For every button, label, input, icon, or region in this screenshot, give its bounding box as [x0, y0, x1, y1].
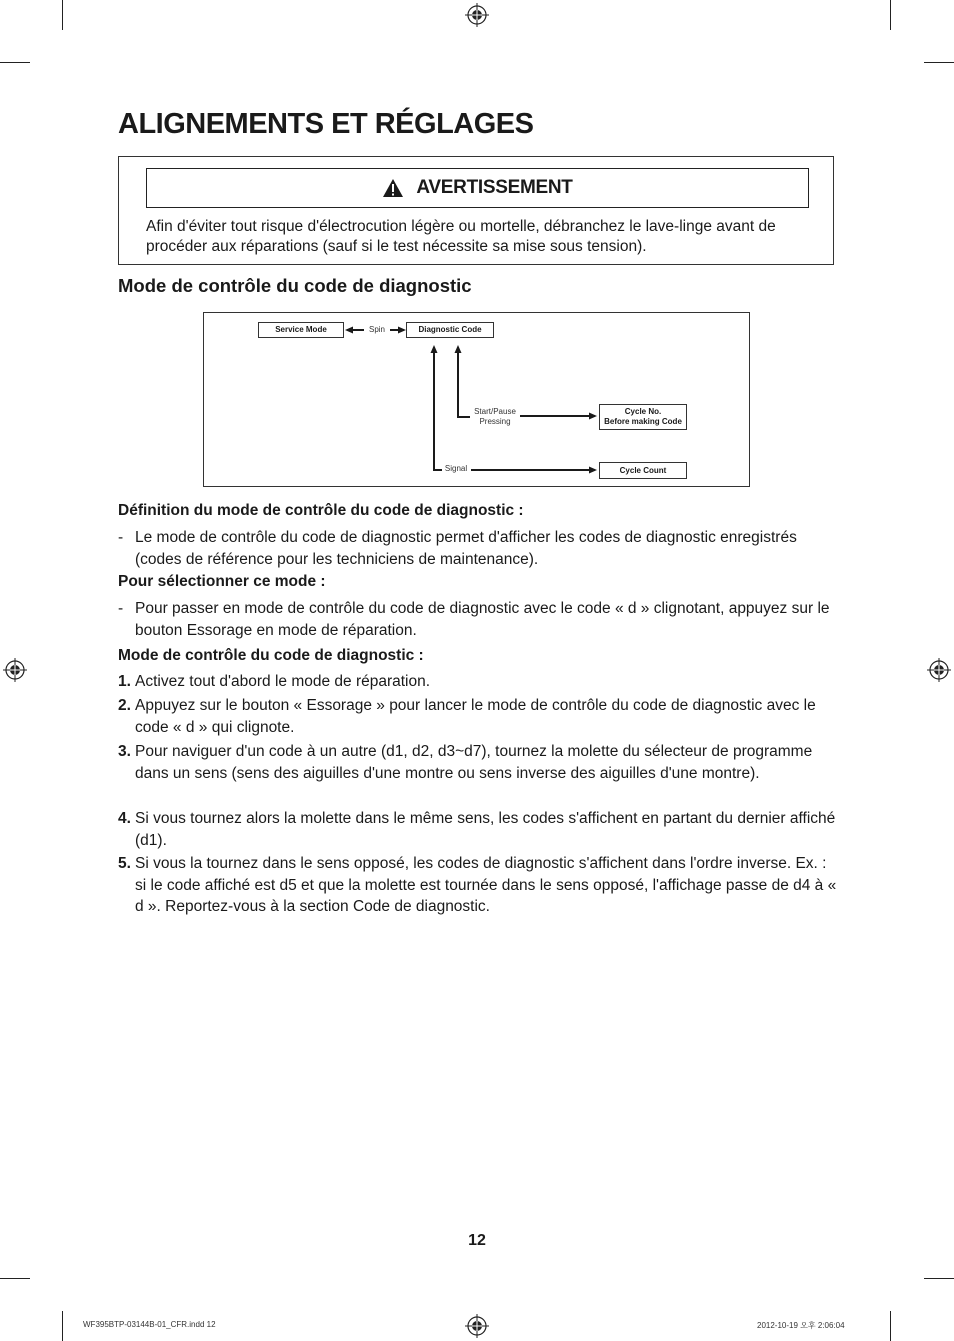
select-mode-heading: Pour sélectionner ce mode :	[118, 573, 326, 590]
definition-heading: Définition du mode de contrôle du code de diagnostic :	[118, 502, 524, 519]
start-pause-line1: Start/Pause	[474, 407, 516, 416]
step-number: 4.	[118, 810, 131, 827]
definition-text: Le mode de contrôle du code de diagnostic permet d'afficher les codes de diagnostic enregistrés (codes de référence pour les techniciens de maintenance).	[135, 529, 797, 568]
diagnostic-code-box	[406, 322, 494, 338]
step-number: 1.	[118, 673, 131, 690]
step-text: Activez tout d'abord le mode de réparation.	[135, 673, 431, 690]
procedure-heading: Mode de contrôle du code de diagnostic :	[118, 647, 424, 664]
select-mode-text: Pour passer en mode de contrôle du code de diagnostic avec le code « d » clignotant, appuyez sur le bouton Essorage en mode de réparation.	[135, 600, 830, 639]
procedure-step	[118, 853, 838, 918]
step-number: 3.	[118, 743, 131, 760]
step-text: Si vous la tournez dans le sens opposé, les codes de diagnostic s'affichent dans l'ordre inverse. Ex. : si le code affiché est d5 et que la molette est tournée dans le sens opposé, l'affichage passe de d4 à « d ». Reportez-vous à la section Code de diagnostic.	[135, 855, 837, 915]
page-title: ALIGNEMENTS ET RÉGLAGES	[118, 108, 534, 140]
select-mode-bullet	[118, 598, 838, 641]
start-pause-line2: Pressing	[479, 417, 511, 426]
procedure-step	[118, 808, 838, 851]
warning-header	[146, 168, 809, 208]
section-title: Mode de contrôle du code de diagnostic	[118, 275, 472, 296]
registration-mark-icon	[3, 658, 27, 682]
registration-mark-icon	[927, 658, 951, 682]
step-text: Pour naviguer d'un code à un autre (d1, d2, d3~d7), tournez la molette du sélecteur de programme dans un sens (sens des aiguilles d'une montre ou sens inverse des aiguilles d'une montre).	[135, 743, 813, 782]
service-mode-label: Service Mode	[275, 325, 327, 334]
warning-box	[118, 156, 834, 265]
crop-mark	[924, 62, 954, 63]
bullet-mark: -	[118, 529, 124, 546]
definition-bullet	[118, 527, 838, 570]
step-text: Si vous tournez alors la molette dans le même sens, les codes s'affichent en partant du dernier affiché (d1).	[135, 810, 836, 849]
start-pause-label	[467, 407, 523, 427]
registration-mark-icon	[465, 3, 489, 27]
cycle-no-line1: Cycle No.	[624, 407, 662, 416]
registration-mark-icon	[465, 1314, 489, 1338]
cycle-no-box	[599, 404, 687, 430]
crop-mark	[0, 1278, 30, 1279]
service-mode-box	[258, 322, 344, 338]
crop-mark	[890, 0, 891, 30]
diagnostic-code-label: Diagnostic Code	[418, 325, 482, 334]
procedure-step	[118, 671, 838, 693]
warning-text: Afin d'éviter tout risque d'électrocution légère ou mortelle, débranchez le lave-linge avant de procéder aux réparations (sauf si le test nécessite sa mise sous tension).	[146, 218, 776, 255]
step-number: 5.	[118, 855, 131, 872]
step-number: 2.	[118, 697, 131, 714]
spin-label: Spin	[368, 325, 385, 334]
cycle-count-label: Cycle Count	[619, 465, 667, 475]
crop-mark	[924, 1278, 954, 1279]
cycle-no-line2: Before making Code	[604, 417, 682, 426]
signal-label: Signal	[444, 464, 468, 473]
crop-mark	[890, 1311, 891, 1341]
crop-mark	[62, 1311, 63, 1341]
diagnostic-flow-diagram	[203, 312, 750, 487]
crop-mark	[0, 62, 30, 63]
warning-triangle-icon	[382, 178, 404, 198]
page-number: 12	[468, 1232, 486, 1249]
footer-file-info: WF395BTP-03144B-01_CFR.indd 12	[83, 1320, 216, 1329]
crop-mark	[62, 0, 63, 30]
procedure-step	[118, 741, 838, 784]
footer-date: 2012-10-19 오후 2:06:04	[757, 1321, 845, 1330]
warning-label: AVERTISSEMENT	[416, 177, 573, 198]
bullet-mark: -	[118, 600, 124, 617]
cycle-count-box	[599, 462, 687, 479]
step-text: Appuyez sur le bouton « Essorage » pour lancer le mode de contrôle du code de diagnostic avec le code « d » qui clignote.	[135, 697, 816, 736]
procedure-step	[118, 695, 838, 738]
